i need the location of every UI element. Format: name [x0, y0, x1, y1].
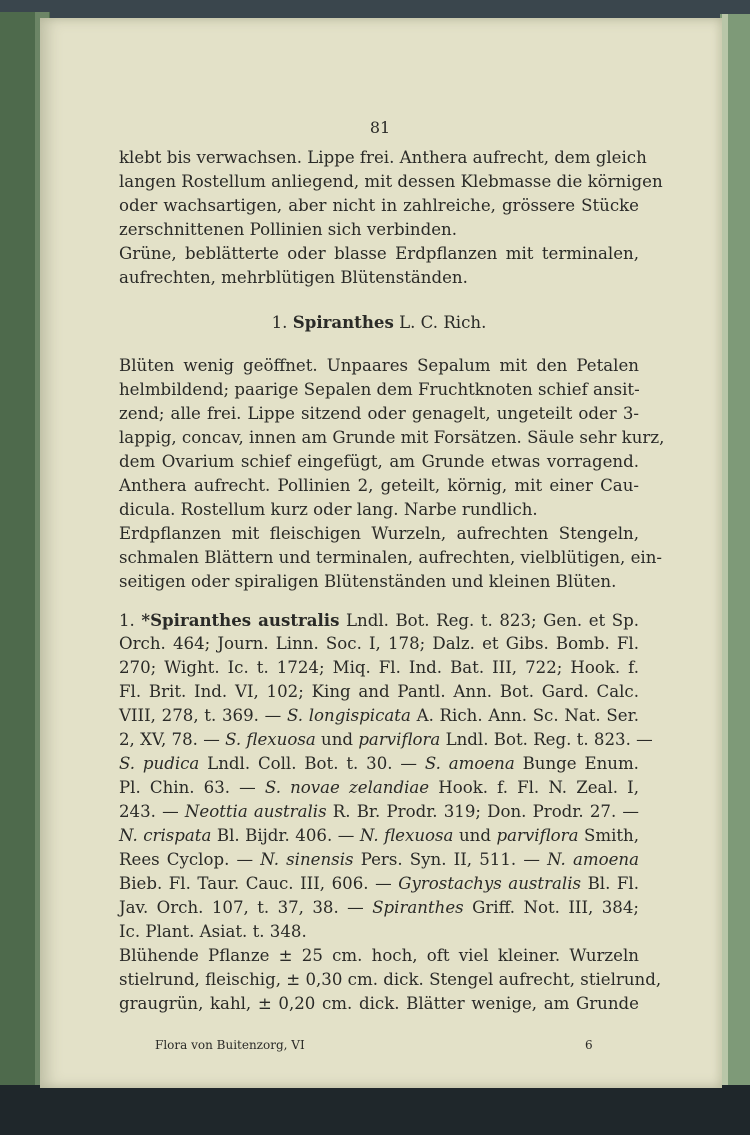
text-line: zend; alle frei. Lippe sitzend oder genagelt, ungeteilt oder 3- [119, 404, 639, 423]
text-line: helmbildend; paarige Sepalen dem Fruchtknoten schief ansit- [119, 380, 640, 399]
species-entry-line: Fl. Brit. Ind. VI, 102; King and Pantl. Ann. Bot. Gard. Calc. [119, 682, 639, 701]
species-entry-line: VIII, 278, t. 369. — S. longispicata A. Rich. Ann. Sc. Nat. Ser. [119, 706, 639, 725]
text-line: Blüten wenig geöffnet. Unpaares Sepalum mit den Petalen [119, 356, 639, 375]
genus-heading [119, 310, 639, 334]
footer-signature: 6 [585, 1038, 593, 1052]
species-entry-line [119, 608, 639, 632]
text-line: Erdpflanzen mit fleischigen Wurzeln, aufrechten Stengeln, [119, 524, 639, 543]
footer-title: Flora von Buitenzorg, VI [155, 1038, 305, 1052]
scan-bottom-band [0, 1085, 750, 1135]
text-line: aufrechten, mehrblütigen Blütenständen. [119, 268, 468, 287]
species-entry-line: 2, XV, 78. — S. flexuosa und parviflora Lndl. Bot. Reg. t. 823. — [119, 730, 653, 749]
text-line: graugrün, kahl, ± 0,20 cm. dick. Blätter wenige, am Grunde [119, 994, 639, 1013]
page-edge-highlight [722, 14, 728, 1094]
text-line: klebt bis verwachsen. Lippe frei. Anthera aufrecht, dem gleich [119, 148, 647, 167]
text-line: dicula. Rostellum kurz oder lang. Narbe rundlich. [119, 500, 538, 519]
book-page [40, 18, 722, 1088]
text-line: Anthera aufrecht. Pollinien 2, geteilt, körnig, mit einer Cau- [119, 476, 639, 495]
heading-genus: Spiranthes [292, 312, 394, 332]
text-line: Blühende Pflanze ± 25 cm. hoch, oft viel kleiner. Wurzeln [119, 946, 639, 965]
heading-number: 1. [271, 313, 288, 332]
text-line: lappig, concav, innen am Grunde mit Forsätzen. Säule sehr kurz, [119, 428, 665, 447]
species-citation: Lndl. Bot. Reg. t. 823; Gen. et Sp. [346, 611, 639, 630]
species-number: 1. [119, 611, 135, 630]
text-line: dem Ovarium schief eingefügt, am Grunde etwas vorragend. [119, 452, 639, 471]
species-entry-line: 243. — Neottia australis R. Br. Prodr. 319; Don. Prodr. 27. — [119, 802, 639, 821]
species-entry-line: Jav. Orch. 107, t. 37, 38. — Spiranthes Griff. Not. III, 384; [119, 898, 639, 917]
species-entry-line: Ic. Plant. Asiat. t. 348. [119, 922, 307, 941]
species-name: *Spiranthes australis [141, 610, 340, 630]
species-entry-line: Orch. 464; Journ. Linn. Soc. I, 178; Dalz. et Gibs. Bomb. Fl. [119, 634, 639, 653]
text-line: stielrund, fleischig, ± 0,30 cm. dick. Stengel aufrecht, stielrund, [119, 970, 662, 989]
species-entry-line: Bieb. Fl. Taur. Cauc. III, 606. — Gyrostachys australis Bl. Fl. [119, 874, 640, 893]
text-line: oder wachsartigen, aber nicht in zahlreiche, grössere Stücke [119, 196, 639, 215]
text-line: schmalen Blättern und terminalen, aufrechten, vielblütigen, ein- [119, 548, 663, 567]
text-line: zerschnittenen Pollinien sich verbinden. [119, 220, 458, 239]
text-line: langen Rostellum anliegend, mit dessen Klebmasse die körnigen [119, 172, 663, 191]
species-entry-line: Rees Cyclop. — N. sinensis Pers. Syn. II, 511. — N. amoena [119, 850, 639, 869]
species-entry-line: N. crispata Bl. Bijdr. 406. — N. flexuosa und parviflora Smith, [119, 826, 640, 845]
text-line: seitigen oder spiraligen Blütenständen und kleinen Blüten. [119, 572, 617, 591]
page-number: 81 [369, 118, 391, 137]
text-line: Grüne, beblätterte oder blasse Erdpflanzen mit terminalen, [119, 244, 639, 263]
heading-author: L. C. Rich. [399, 313, 487, 332]
species-entry-line: Pl. Chin. 63. — S. novae zelandiae Hook. f. Fl. N. Zeal. I, [119, 778, 639, 797]
species-entry-line: 270; Wight. Ic. t. 1724; Miq. Fl. Ind. Bat. III, 722; Hook. f. [119, 658, 639, 677]
species-entry-line: S. pudica Lndl. Coll. Bot. t. 30. — S. amoena Bunge Enum. [119, 754, 639, 773]
